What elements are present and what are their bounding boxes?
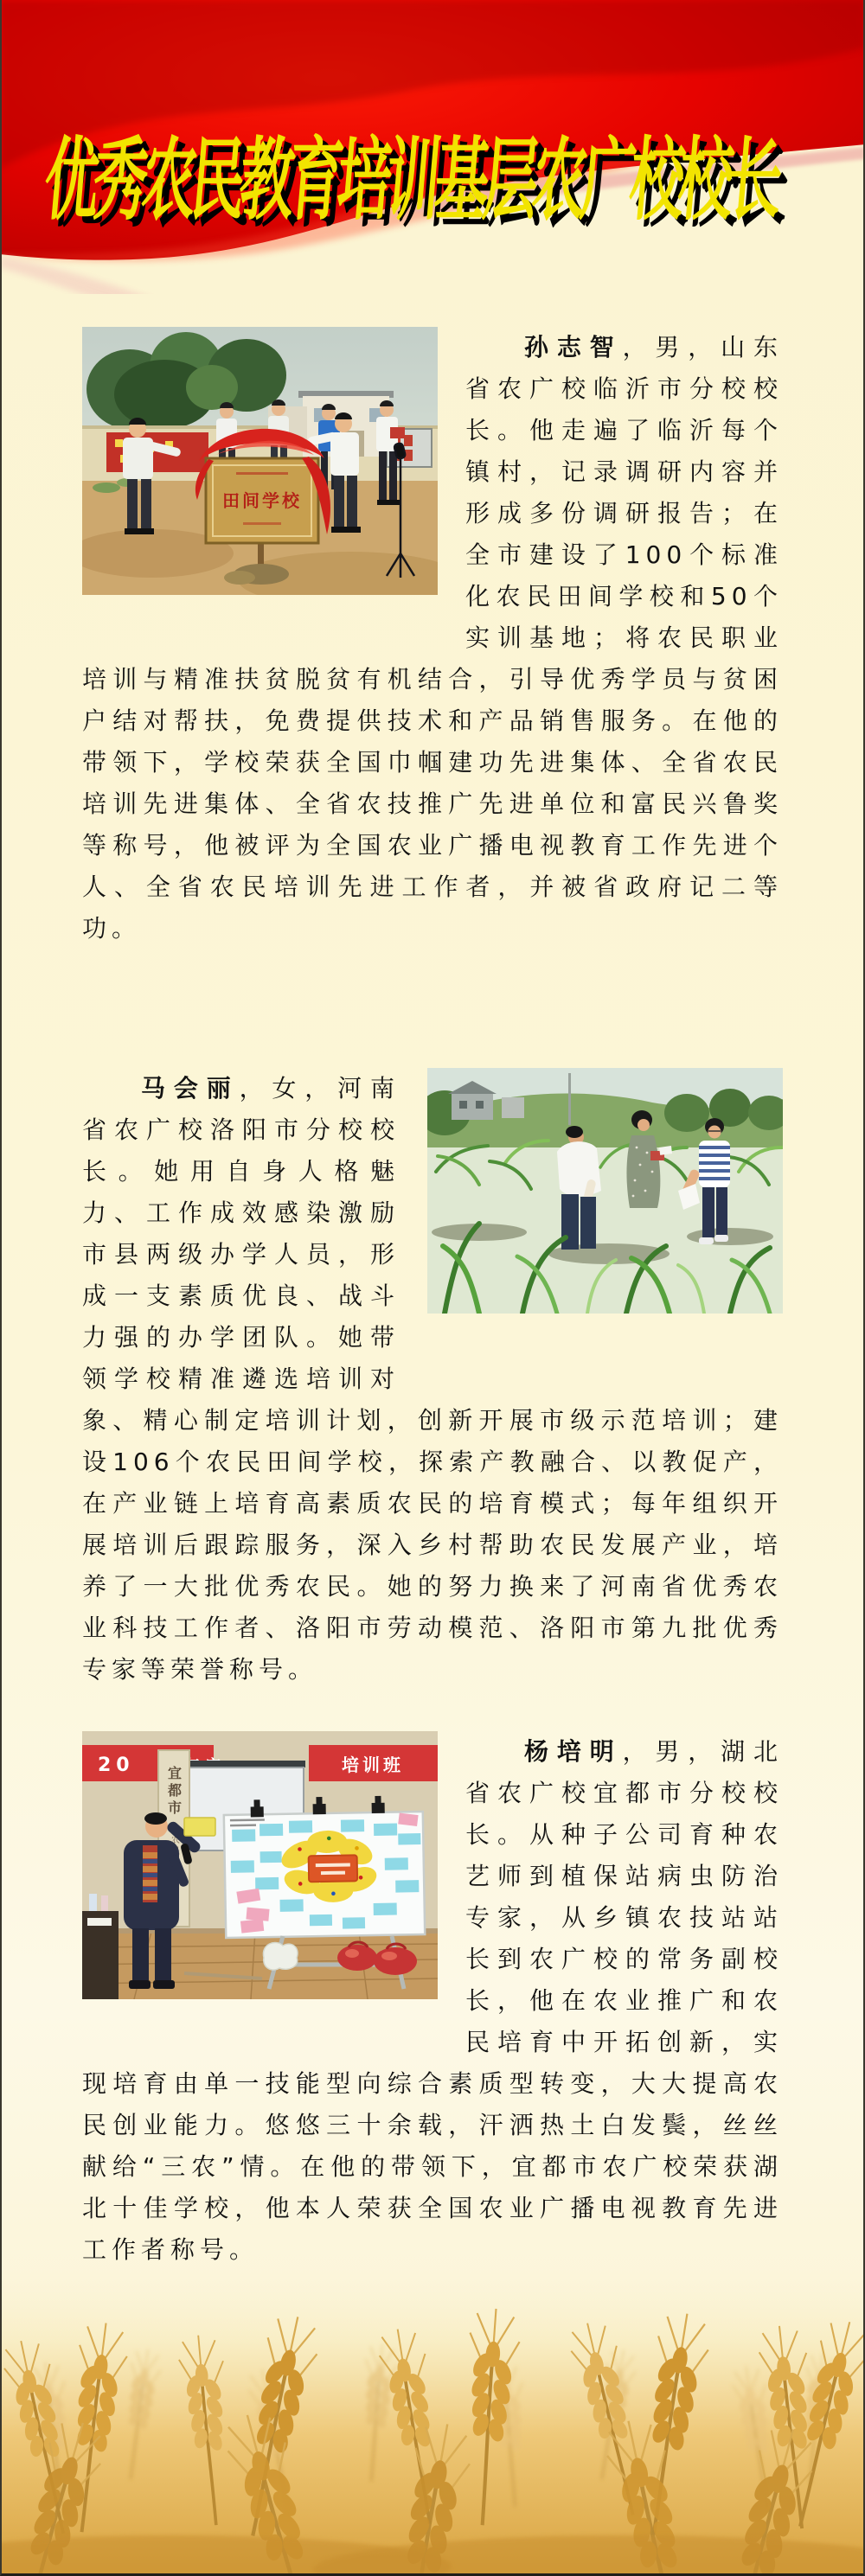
profile-3-name: 杨培明 (524, 1737, 623, 1766)
profile-1-name: 孙志智 (524, 333, 623, 361)
profile-2-bio-text: ，女，河南省农广校洛阳市分校校长。她用自身人格魅力、工作成效感染激励市县两级办学人员，形成一支素质优良、战斗力强的办学团队。她带领学校精准遴选培训对象、精心制定培训计划，创新开展市级示范培训；建设106个农民田间学校，探索产教融合、以教促产，在产业链上培育高素质农民的培育模式；每年组织开展培训后跟踪服务，深入乡村帮助农民发展产业，培养了一大批优秀农民。她的努力换来了河南省优秀农业科技工作者、洛阳市劳动模范、洛阳市第九批优秀专家等荣誉称号。 (82, 1074, 783, 1684)
profile-1-paragraph (82, 327, 783, 949)
photo3-pillar-text: 宜都市 (165, 1766, 183, 1818)
profile-2-name: 马会丽 (141, 1074, 240, 1103)
profile-1-bio-text: ，男，山东省农广校临沂市分校校长。他走遍了临沂每个镇村，记录调研内容并形成多份调研报告；在全市建设了100个标准化农民田间学校和50个实训基地；将农民职业培训与精准扶贫脱贫有机结合，引导优秀学员与贫困户结对帮扶，免费提供技术和产品销售服务。在他的带领下，学校荣获全国巾帼建功先进集体、全省农民培训先进集体、全省农技推广先进单位和富民兴鲁奖等称号，他被评为全国农业广播电视教育工作先进个人、全省农民培训先进工作者，并被省政府记二等功。 (82, 333, 783, 943)
profile-2-paragraph (82, 1068, 783, 1691)
photo1-wall-banner (106, 432, 208, 472)
photo1-plaque (206, 458, 318, 543)
profiles-content (2, 0, 863, 2271)
wheat-field-footer (2, 2245, 863, 2573)
profile-2-photo (427, 1068, 783, 1314)
photo3-whiteboard (223, 1795, 425, 1938)
profile-3-photo (82, 1731, 438, 1999)
photo3-banner-text-left: 20 (98, 1755, 135, 1776)
photo1-plaque-text: 田间学校 (222, 490, 302, 511)
page-title: 优秀农民教育培训基层农广校校长 (40, 127, 782, 233)
profile-1-photo (82, 327, 438, 595)
profile-3-bio-text: ，男，湖北省农广校宜都市分校校长。从种子公司育种农艺师到植保站病虫防治专家，从乡镇农技站站长到农广校的常务副校长，他在农业推广和农民培育中开拓创新，实现培育由单一技能型向综合素质型转变，大大提高农民创业能力。悠悠三十余载，汗洒热土白发鬓，丝丝献给“三农”情。在他的带领下，宜都市农广校荣获湖北十佳学校，他本人荣获全国农业广播电视教育先进工作者称号。 (82, 1737, 783, 2264)
photo3-banner-text-right: 培训班 (342, 1755, 404, 1775)
profile-3-paragraph (82, 1731, 783, 2271)
